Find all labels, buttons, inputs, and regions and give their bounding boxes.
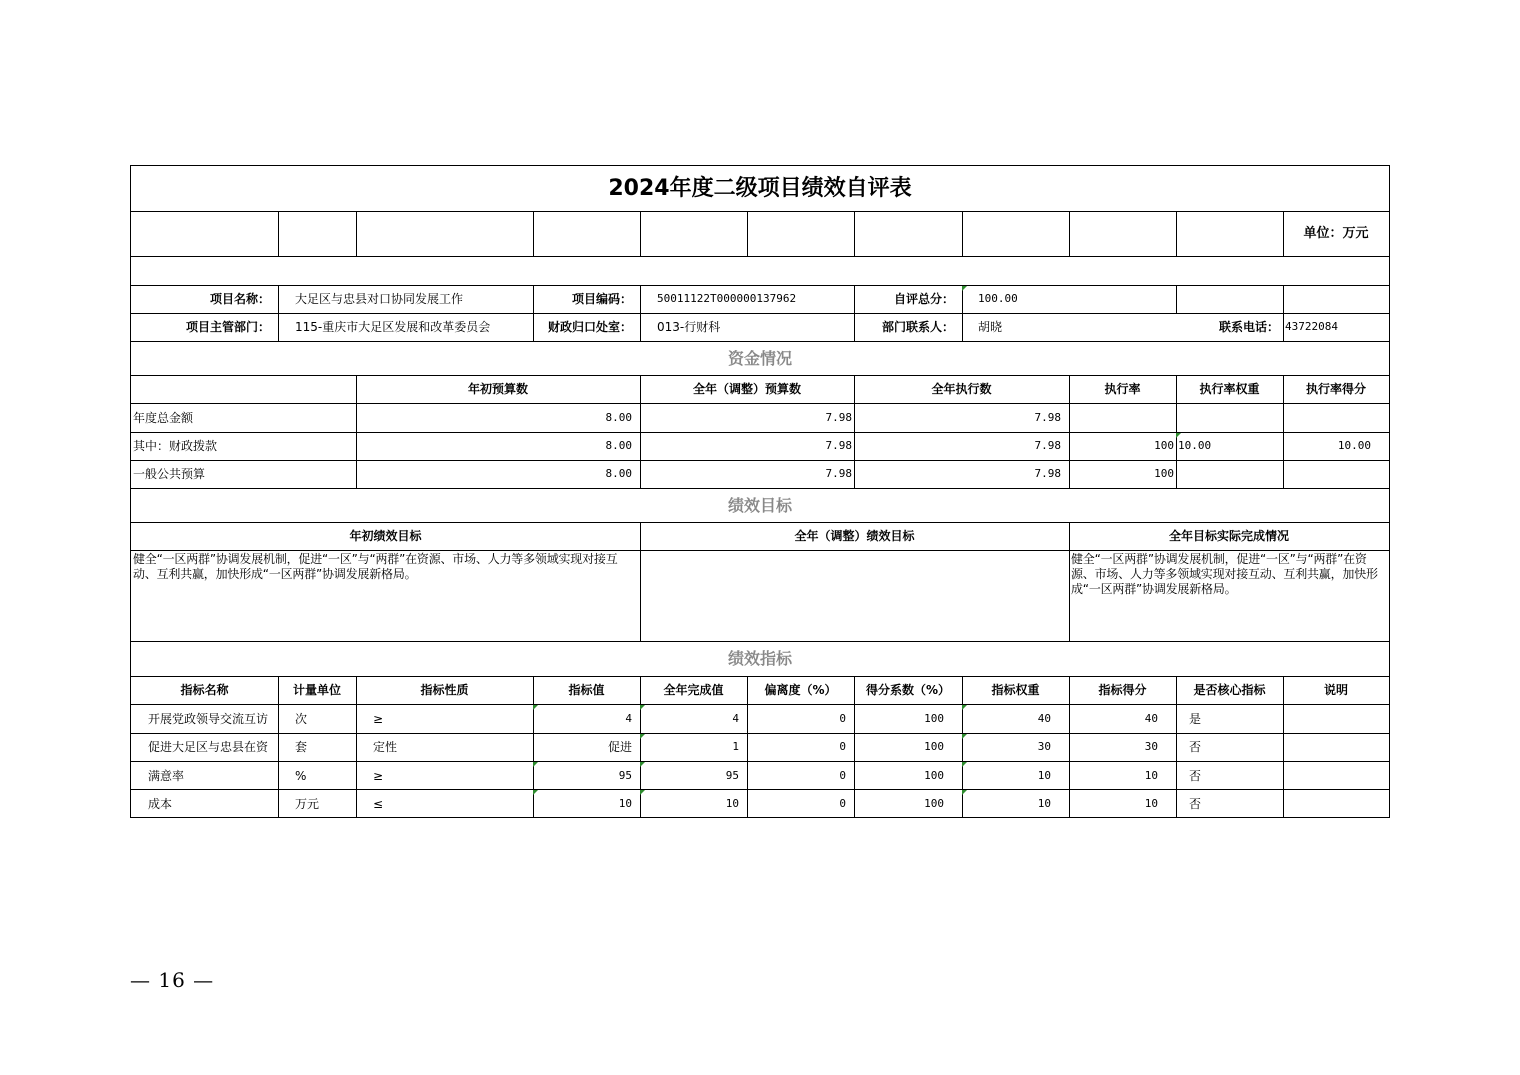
funds-weight: 10.00: [1178, 439, 1212, 452]
ind-name: 开展党政领导交流互访: [148, 712, 269, 726]
ind-value: 促进: [607, 740, 632, 754]
ind-header-nature: 指标性质: [420, 683, 469, 697]
ind-done: 95: [725, 769, 739, 782]
funds-rate: 100: [1154, 439, 1174, 452]
cell-marker: [533, 762, 538, 767]
ind-value: 10: [618, 797, 632, 810]
ind-weight: 10: [1037, 797, 1051, 810]
ind-header-unit: 计量单位: [292, 683, 341, 697]
cell-marker: [962, 705, 967, 710]
ind-name: 成本: [148, 797, 173, 811]
ind-nature: 定性: [373, 740, 398, 754]
ind-header-score: 指标得分: [1098, 683, 1147, 697]
cell-marker: [533, 705, 538, 710]
ind-unit: 万元: [295, 797, 320, 811]
funds-header-score: 执行率得分: [1305, 382, 1366, 396]
finance-label: 财政归口处室：: [547, 320, 632, 334]
ind-nature: ≤: [373, 797, 384, 811]
funds-adjusted: 7.98: [825, 467, 852, 480]
ind-done: 10: [725, 797, 739, 810]
cell-marker: [533, 790, 538, 795]
dept: 115-重庆市大足区发展和改革委员会: [295, 320, 491, 334]
goals-header-adjusted: 全年（调整）绩效目标: [794, 529, 915, 543]
project-code: 50011122T000000137962: [657, 292, 797, 305]
ind-coef: 100: [924, 797, 944, 810]
funds-initial: 8.00: [605, 439, 632, 452]
cell-marker: [640, 734, 645, 739]
self-score: 100.00: [978, 292, 1018, 305]
cell-marker: [962, 790, 967, 795]
ind-unit: %: [295, 769, 307, 783]
ind-done: 1: [732, 740, 739, 753]
ind-header-coef: 得分系数（%）: [865, 683, 951, 697]
ind-dev: 0: [839, 740, 846, 753]
ind-core: 否: [1189, 769, 1202, 783]
contact: 胡晓: [978, 320, 1003, 334]
project-name: 大足区与忠县对口协同发展工作: [295, 292, 464, 306]
cell-marker: [640, 790, 645, 795]
ind-score: 10: [1144, 797, 1158, 810]
goals-header-actual: 全年目标实际完成情况: [1168, 529, 1289, 543]
ind-name: 促进大足区与忠县在资: [148, 740, 269, 754]
funds-executed: 7.98: [1034, 467, 1061, 480]
ind-header-weight: 指标权重: [991, 683, 1040, 697]
ind-done: 4: [732, 712, 739, 725]
phone: 43722084: [1285, 320, 1338, 333]
ind-score: 30: [1144, 740, 1158, 753]
ind-header-note: 说明: [1323, 683, 1348, 697]
page-number: — 16 —: [130, 968, 215, 992]
ind-core: 是: [1189, 712, 1202, 726]
ind-weight: 40: [1037, 712, 1051, 725]
ind-coef: 100: [924, 712, 944, 725]
phone-label: 联系电话：: [1218, 320, 1279, 334]
goal-actual-text: 健全“一区两群”协调发展机制，促进“一区”与“两群”在资源、市场、人力等多领域实现对接互动、互利共赢，加快形成“一区两群”协调发展新格局。: [1071, 552, 1378, 596]
cell-marker: [640, 705, 645, 710]
goal-initial-text: 健全“一区两群”协调发展机制，促进“一区”与“两群”在资源、市场、人力等多领域实现对接互动、互利共赢，加快形成“一区两群”协调发展新格局。: [133, 552, 618, 581]
funds-row-label: 其中：财政拨款: [133, 439, 218, 453]
ind-dev: 0: [839, 769, 846, 782]
cell-marker: [640, 762, 645, 767]
funds-row-label: 一般公共预算: [133, 467, 206, 481]
ind-weight: 10: [1037, 769, 1051, 782]
funds-executed: 7.98: [1034, 439, 1061, 452]
funds-row-label: 年度总金额: [133, 411, 194, 425]
ind-coef: 100: [924, 740, 944, 753]
ind-weight: 30: [1037, 740, 1051, 753]
ind-core: 否: [1189, 740, 1202, 754]
ind-value: 95: [618, 769, 632, 782]
funds-adjusted: 7.98: [825, 439, 852, 452]
funds-section-title: 资金情况: [727, 349, 792, 368]
cell-marker: [962, 286, 967, 291]
page-title: 2024年度二级项目绩效自评表: [608, 176, 912, 201]
cell-marker: [962, 762, 967, 767]
ind-coef: 100: [924, 769, 944, 782]
ind-nature: ≥: [373, 712, 384, 726]
ind-header-core: 是否核心指标: [1193, 683, 1266, 697]
funds-header-rate: 执行率: [1104, 382, 1141, 396]
finance: 013-行财科: [657, 320, 721, 334]
ind-unit: 次: [295, 712, 308, 726]
ind-header-name: 指标名称: [180, 683, 229, 697]
goals-section-title: 绩效目标: [727, 496, 792, 515]
ind-dev: 0: [839, 712, 846, 725]
funds-score: 10.00: [1337, 439, 1371, 452]
funds-adjusted: 7.98: [825, 411, 852, 424]
ind-unit: 套: [295, 740, 308, 754]
ind-header-done: 全年完成值: [663, 683, 724, 697]
unit-label: 单位：万元: [1303, 226, 1369, 241]
ind-score: 40: [1144, 712, 1158, 725]
funds-initial: 8.00: [605, 411, 632, 424]
dept-label: 项目主管部门：: [185, 320, 270, 334]
funds-initial: 8.00: [605, 467, 632, 480]
goal-adjusted-text: [642, 552, 1067, 638]
cell-marker: [962, 734, 967, 739]
ind-header-dev: 偏离度（%）: [764, 683, 837, 697]
ind-core: 否: [1189, 797, 1202, 811]
ind-value: 4: [625, 712, 632, 725]
performance-evaluation-table: [130, 165, 1390, 818]
ind-header-value: 指标值: [568, 683, 605, 697]
indicators-section-title: 绩效指标: [727, 649, 792, 668]
project-name-label: 项目名称：: [209, 292, 270, 306]
self-score-label: 自评总分：: [893, 292, 954, 306]
contact-label: 部门联系人：: [881, 320, 954, 334]
funds-header-weight: 执行率权重: [1199, 382, 1260, 396]
ind-dev: 0: [839, 797, 846, 810]
funds-rate: 100: [1154, 467, 1174, 480]
funds-header-executed: 全年执行数: [931, 382, 992, 396]
goals-header-initial: 年初绩效目标: [349, 529, 422, 543]
ind-score: 10: [1144, 769, 1158, 782]
funds-header-adjusted: 全年（调整）预算数: [692, 382, 801, 396]
project-code-label: 项目编码：: [571, 292, 632, 306]
ind-nature: ≥: [373, 769, 384, 783]
ind-name: 满意率: [148, 769, 185, 783]
funds-executed: 7.98: [1034, 411, 1061, 424]
funds-header-initial: 年初预算数: [467, 382, 528, 396]
cell-marker: [1176, 433, 1181, 438]
